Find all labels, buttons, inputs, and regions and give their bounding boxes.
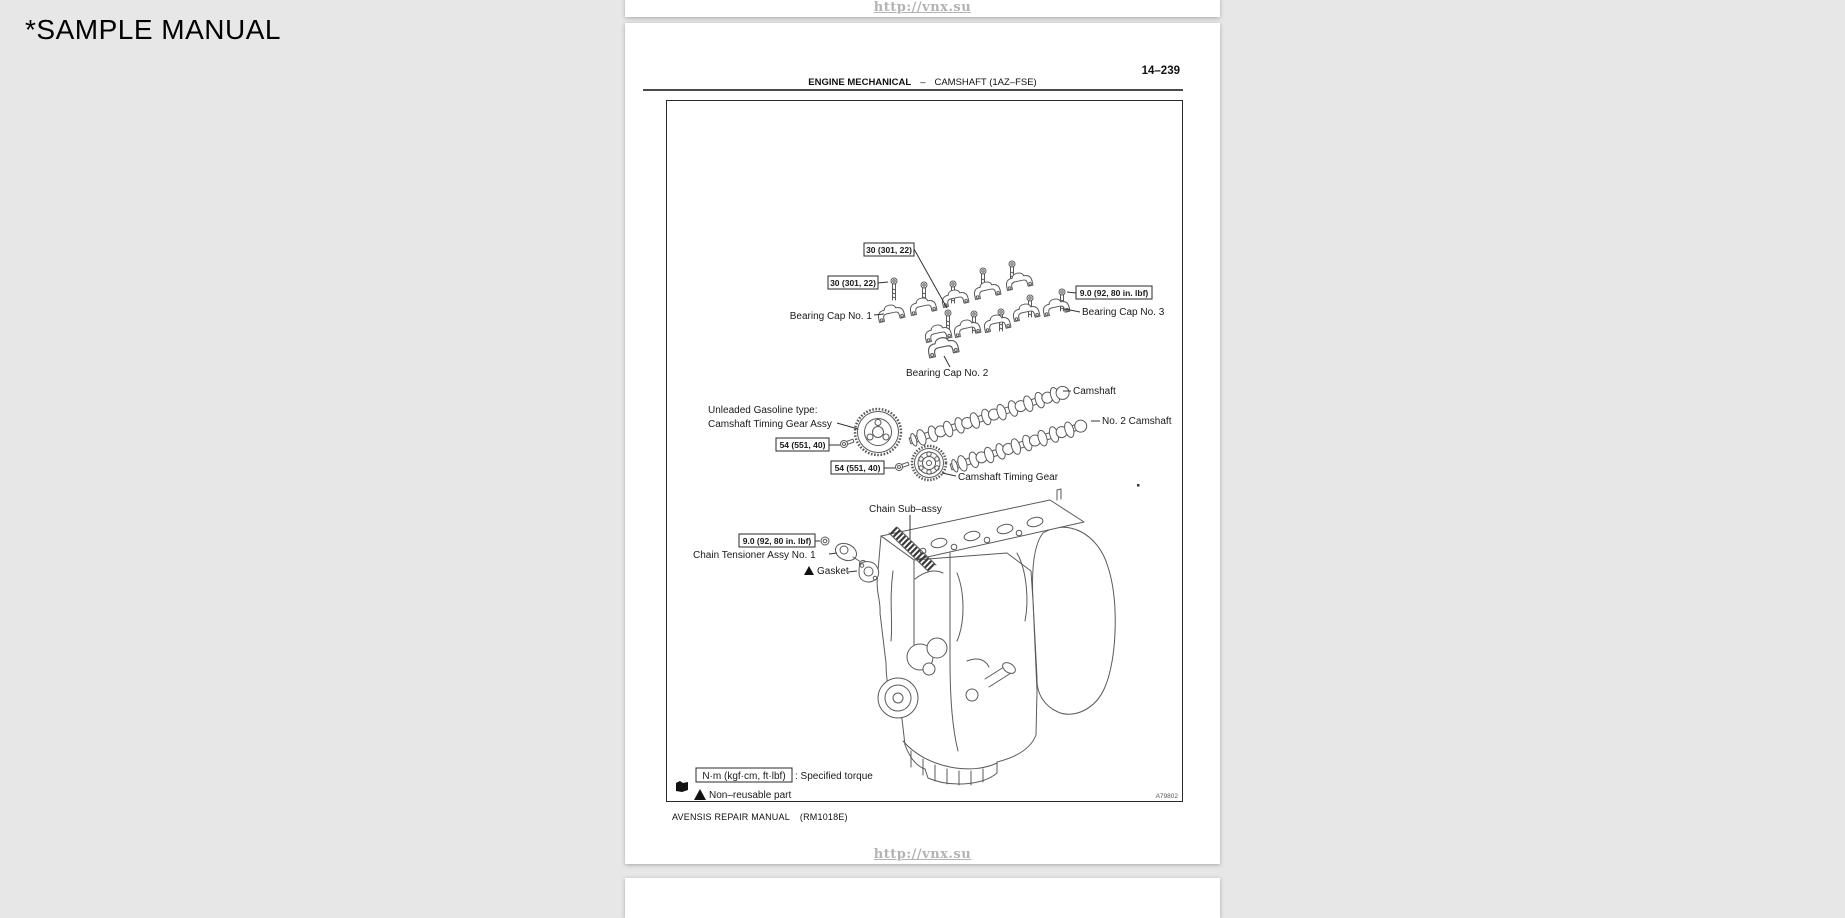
- crank-pulley: [878, 678, 918, 718]
- label-camshaft-timing-gear: Camshaft Timing Gear: [958, 472, 1059, 483]
- figure-box: [666, 100, 1183, 802]
- tensioner-bolt: [821, 537, 829, 545]
- header-separator: –: [920, 77, 926, 88]
- footer-title: AVENSIS REPAIR MANUAL: [672, 812, 790, 822]
- footer-code: (RM1018E): [799, 812, 848, 822]
- torque-box-cap-small-bolt: 9.0 (92, 80 in. lbf): [1079, 288, 1149, 298]
- legend-torque-meaning: : Specified torque: [795, 771, 873, 782]
- engine-block-drawing: [877, 489, 1115, 785]
- label-bearing-cap-2: Bearing Cap No. 2: [906, 368, 989, 379]
- manual-page: [625, 23, 1220, 864]
- gasket-part: [859, 562, 879, 582]
- page-footer: [672, 812, 848, 822]
- label-chain-subassy: Chain Sub–assy: [869, 504, 942, 515]
- gear-bolt-2: [895, 460, 910, 471]
- stray-dot: [1137, 484, 1140, 487]
- label-gasket: Gasket: [817, 566, 849, 577]
- label-chain-tensioner: Chain Tensioner Assy No. 1: [693, 550, 816, 561]
- legend-nonreusable: Non–reusable part: [709, 790, 792, 801]
- engine-diagram: [667, 101, 1182, 801]
- legend-torque-symbol: N·m (kgf·cm, ft·lbf): [702, 771, 786, 782]
- torque-box-cap-bolt-upper: 30 (301, 22): [866, 245, 912, 255]
- header-section: ENGINE MECHANICAL: [808, 77, 912, 88]
- torque-box-tensioner-bolt: 9.0 (92, 80 in. lbf): [742, 536, 812, 546]
- torque-box-gear-bolt-1: 54 (551, 40): [779, 440, 826, 450]
- pointer-mark-icon: [676, 781, 688, 792]
- gear-bolt-1: [840, 437, 855, 448]
- page-header: [625, 77, 1220, 88]
- watermark-link-bottom[interactable]: http://vnx.su: [873, 847, 972, 862]
- label-camshaft: Camshaft: [1073, 386, 1116, 397]
- figure-legend: [676, 768, 873, 801]
- header-title: CAMSHAFT (1AZ–FSE): [934, 77, 1037, 88]
- nonreusable-triangle-icon: [694, 789, 706, 800]
- label-bearing-cap-3: Bearing Cap No. 3: [1082, 307, 1165, 318]
- label-no2-camshaft: No. 2 Camshaft: [1102, 416, 1172, 427]
- camshaft-timing-gear-assy: [855, 409, 901, 455]
- label-unleaded-line1: Unleaded Gasoline type:: [708, 405, 818, 416]
- previous-page-partial: [625, 0, 1220, 17]
- label-bearing-cap-1: Bearing Cap No. 1: [789, 311, 872, 322]
- label-unleaded-line2: Camshaft Timing Gear Assy: [708, 419, 832, 430]
- header-rule: [643, 89, 1183, 91]
- figure-id: A79802: [1155, 793, 1178, 800]
- sample-manual-label: *SAMPLE MANUAL: [25, 14, 281, 45]
- nonreusable-triangle-gasket: [804, 566, 814, 575]
- camshaft-timing-gear-part: [912, 446, 946, 480]
- page-number: 14–239: [1141, 65, 1180, 77]
- torque-box-cap-bolt-left: 30 (301, 22): [830, 278, 876, 288]
- next-page-partial: [625, 878, 1220, 918]
- watermark-link-top[interactable]: http://vnx.su: [873, 0, 972, 15]
- torque-box-gear-bolt-2: 54 (551, 40): [834, 463, 881, 473]
